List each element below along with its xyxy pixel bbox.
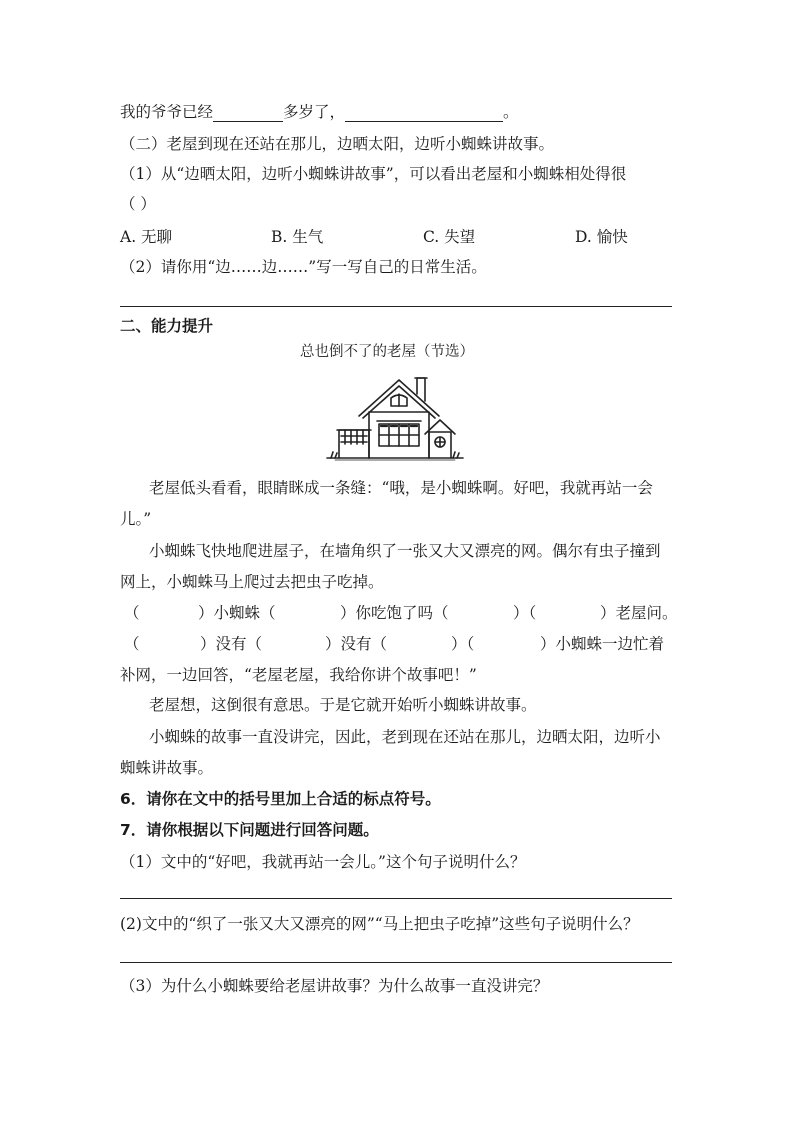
question-7: 7．请你根据以下问题进行回答问题。 <box>120 821 379 839</box>
description-blank[interactable] <box>345 105 503 122</box>
paragraph-5-line1: 小蜘蛛的故事一直没讲完，因此，老到现在还站在那儿，边晒太阳，边听小 <box>149 728 661 746</box>
fill-sentence-end: 。 <box>503 103 519 121</box>
option-a[interactable]: A. 无聊 <box>120 228 173 246</box>
punct-row2-text-2: ）没有（ <box>325 635 388 653</box>
section-heading: 二、能力提升 <box>120 317 214 335</box>
subquestion-2-text: （二）老屋到现在还站在那儿，边晒太阳，边听小蜘蛛讲故事。 <box>120 135 555 153</box>
age-blank[interactable] <box>213 105 283 122</box>
question-6: 6．请你在文中的括号里加上合适的标点符号。 <box>120 790 441 808</box>
answer-line[interactable] <box>120 306 672 307</box>
punct-row1-text-3: ）（ <box>513 604 537 622</box>
answer-line-7-2[interactable] <box>120 962 672 963</box>
q2-text: （2）请你用“边……边……”写一写自己的日常生活。 <box>120 258 487 276</box>
punct-blank-row2[interactable]: （ <box>124 635 140 653</box>
fill-sentence-prefix: 我的爷爷已经 <box>120 103 214 121</box>
punct-row1-text-4: ）老屋问。 <box>600 604 678 622</box>
paragraph-2-line2: 网上，小蜘蛛马上爬过去把虫子吃掉。 <box>120 573 384 591</box>
option-c[interactable]: C. 失望 <box>423 228 476 246</box>
answer-line-7-1[interactable] <box>120 898 672 899</box>
question-7-2: (2)文中的“织了一张又大又漂亮的网”“马上把虫子吃掉”这些句子说明什么？ <box>120 915 639 933</box>
punct-row1-text-2: ）你吃饱了吗（ <box>340 604 449 622</box>
paragraph-5-line2: 蜘蛛讲故事。 <box>120 759 214 777</box>
punct-blank-1[interactable]: （ <box>124 604 140 622</box>
paragraph-4: 老屋想，这倒很有意思。于是它就开始听小蜘蛛讲故事。 <box>149 696 537 714</box>
option-d[interactable]: D. 愉快 <box>575 228 628 246</box>
question-7-1: （1）文中的“好吧，我就再站一会儿。”这个句子说明什么？ <box>120 853 526 871</box>
punct-row2-text-1: ）没有（ <box>200 635 263 653</box>
q1-answer-paren[interactable]: （ ） <box>120 195 156 213</box>
option-b[interactable]: B. 生气 <box>271 228 324 246</box>
paragraph-1-line2: 儿。” <box>120 510 152 528</box>
punct-row1-text-1: ）小蜘蛛（ <box>198 604 276 622</box>
q1-text: （1）从“边晒太阳，边听小蜘蛛讲故事”，可以看出老屋和小蜘蛛相处得很 <box>120 165 627 183</box>
passage-title: 总也倒不了的老屋（节选） <box>300 344 474 360</box>
punct-row2-text-3: ）（ <box>451 635 475 653</box>
punct-row2-text-4: ）小蜘蛛一边忙着 <box>540 635 665 653</box>
paragraph-3-line2: 补网，一边回答，“老屋老屋，我给你讲个故事吧！” <box>120 666 477 684</box>
question-7-3: （3）为什么小蜘蛛要给老屋讲故事？为什么故事一直没讲完？ <box>120 977 549 995</box>
fill-sentence <box>120 102 519 122</box>
fill-sentence-mid: 多岁了， <box>283 103 346 121</box>
old-house-illustration <box>325 372 465 464</box>
paragraph-1-line1: 老屋低头看看，眼睛眯成一条缝：“哦，是小蜘蛛啊。好吧，我就再站一会 <box>149 479 653 497</box>
paragraph-2-line1: 小蜘蛛飞快地爬进屋子，在墙角织了一张又大又漂亮的网。偶尔有虫子撞到 <box>149 542 661 560</box>
